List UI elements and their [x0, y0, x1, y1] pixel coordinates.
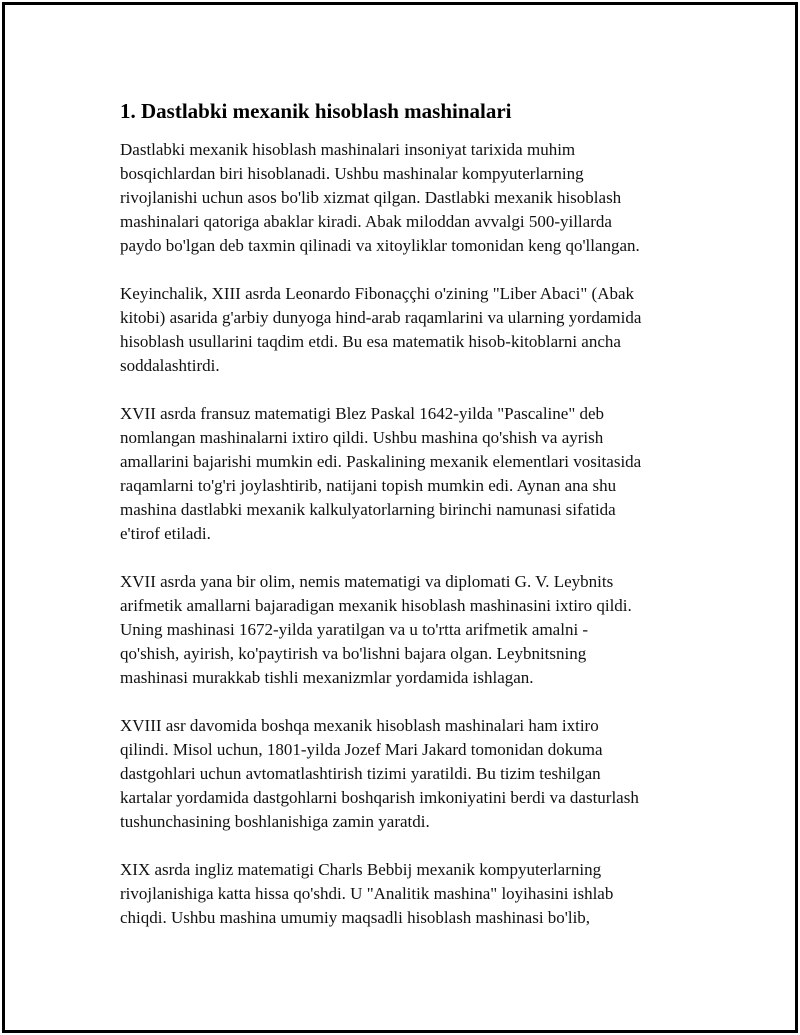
paragraph-line: e'tirof etiladi.	[120, 524, 211, 543]
document-body	[120, 98, 710, 954]
paragraph-line: kitobi) asarida g'arbiy dunyoga hind-arab raqamlarini va ularning yordamida	[120, 308, 642, 327]
paragraph-line: kartalar yordamida dastgohlarni boshqarish imkoniyatini berdi va dasturlash	[120, 788, 639, 807]
paragraph-line: XVII asrda fransuz matematigi Blez Paskal 1642-yilda "Pascaline" deb	[120, 404, 605, 423]
paragraph-line: qilindi. Misol uchun, 1801-yilda Jozef Mari Jakard tomonidan dokuma	[120, 740, 603, 759]
paragraph-line: bosqichlardan biri hisoblanadi. Ushbu mashinalar kompyuterlarning	[120, 164, 584, 183]
paragraph-line: XVIII asr davomida boshqa mexanik hisoblash mashinalari ham ixtiro	[120, 716, 599, 735]
paragraph-list	[120, 138, 710, 930]
paragraph-line: dastgohlari uchun avtomatlashtirish tizimi yaratildi. Bu tizim teshilgan	[120, 764, 601, 783]
paragraph-line: chiqdi. Ushbu mashina umumiy maqsadli hisoblash mashinasi bo'lib,	[120, 908, 591, 927]
paragraph	[120, 282, 710, 378]
paragraph-line: Keyinchalik, XIII asrda Leonardo Fibonaççhi o'zining "Liber Abaci" (Abak	[120, 284, 635, 303]
paragraph-line: tushunchasining boshlanishiga zamin yaratdi.	[120, 812, 430, 831]
paragraph-line: mashina dastlabki mexanik kalkulyatorlarning birinchi namunasi sifatida	[120, 500, 616, 519]
paragraph-line: XVII asrda yana bir olim, nemis matematigi va diplomati G. V. Leybnits	[120, 572, 614, 591]
paragraph	[120, 858, 710, 930]
paragraph	[120, 402, 710, 546]
paragraph-line: raqamlarni to'g'ri joylashtirib, natijani topish mumkin edi. Aynan ana shu	[120, 476, 617, 495]
paragraph-line: hisoblash usullarini taqdim etdi. Bu esa matematik hisob-kitoblarni ancha	[120, 332, 621, 351]
paragraph	[120, 714, 710, 834]
paragraph-line: arifmetik amallarni bajaradigan mexanik hisoblash mashinasini ixtiro qildi.	[120, 596, 632, 615]
paragraph-line: nomlangan mashinalarni ixtiro qildi. Ushbu mashina qo'shish va ayrish	[120, 428, 604, 447]
section-heading: 1. Dastlabki mexanik hisoblash mashinalari	[120, 99, 512, 123]
paragraph-line: mashinasi murakkab tishli mexanizmlar yordamida ishlagan.	[120, 668, 534, 687]
paragraph-line: XIX asrda ingliz matematigi Charls Bebbij mexanik kompyuterlarning	[120, 860, 602, 879]
paragraph-line: Dastlabki mexanik hisoblash mashinalari insoniyat tarixida muhim	[120, 140, 576, 159]
paragraph-line: paydo bo'lgan deb taxmin qilinadi va xitoyliklar tomonidan keng qo'llangan.	[120, 236, 640, 255]
paragraph-line: Uning mashinasi 1672-yilda yaratilgan va u to'rtta arifmetik amalni -	[120, 620, 589, 639]
paragraph-line: qo'shish, ayirish, ko'paytirish va bo'lishni bajara olgan. Leybnitsning	[120, 644, 587, 663]
paragraph-line: soddalashtirdi.	[120, 356, 220, 375]
paragraph-line: mashinalari qatoriga abaklar kiradi. Abak miloddan avvalgi 500-yillarda	[120, 212, 612, 231]
paragraph-line: rivojlanishiga katta hissa qo'shdi. U "Analitik mashina" loyihasini ishlab	[120, 884, 614, 903]
document-page	[2, 2, 798, 1033]
paragraph-line: amallarini bajarishi mumkin edi. Paskalining mexanik elementlari vositasida	[120, 452, 642, 471]
paragraph	[120, 138, 710, 258]
paragraph-line: rivojlanishi uchun asos bo'lib xizmat qilgan. Dastlabki mexanik hisoblash	[120, 188, 622, 207]
paragraph	[120, 570, 710, 690]
